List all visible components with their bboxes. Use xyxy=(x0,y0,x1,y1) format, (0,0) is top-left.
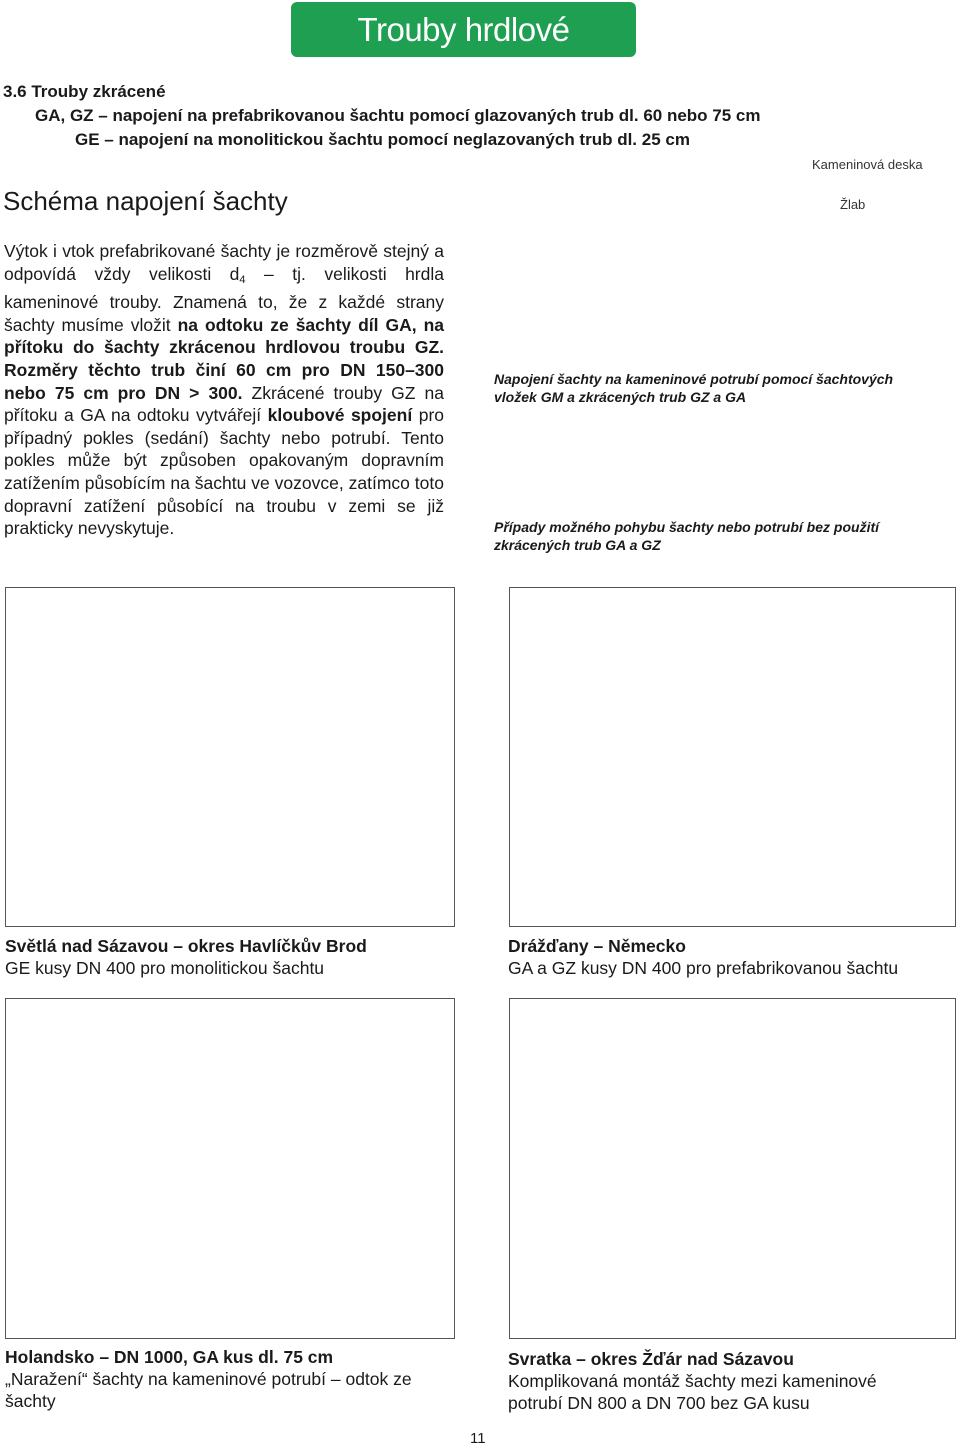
photo-caption-text: GE kusy DN 400 pro monolitickou šachtu xyxy=(5,958,325,978)
caption-napojeni: Napojení šachty na kameninové potrubí pomocí šachtových vložek GM a zkrácených trub GZ a GA xyxy=(494,371,894,405)
photo-caption xyxy=(508,935,958,979)
header-banner xyxy=(291,2,636,57)
body-paragraph xyxy=(4,240,444,540)
para-subscript: 4 xyxy=(239,273,246,286)
caption-pripady: Případy možného pohybu šachty nebo potrubí bez použití zkrácených trub GA a GZ xyxy=(494,519,880,553)
page-number: 11 xyxy=(470,1430,486,1447)
section-heading xyxy=(3,80,760,152)
photo-caption-title: Holandsko – DN 1000, GA kus dl. 75 cm xyxy=(5,1347,334,1367)
photo-caption xyxy=(5,1346,450,1412)
page-header-title: Trouby hrdlové xyxy=(357,10,570,48)
photo-caption-title: Svratka – okres Žďár nad Sázavou xyxy=(508,1349,794,1369)
photo-caption-text: Komplikovaná montáž šachty mezi kameninové potrubí DN 800 a DN 700 bez GA kusu xyxy=(508,1371,877,1413)
photo-frame-svratka xyxy=(509,998,956,1339)
para-text-1: Výtok i vtok prefabrikované šachty je rozměrově stejný a odpovídá vždy velikosti d xyxy=(4,241,444,284)
para-bold-1: na odtoku ze šachty díl GA, na přítoku do šachty zkrácenou hrdlovou troubu GZ. Rozměry těchto trub činí 60 cm pro DN 150–300 nebo 75 cm pro DN > 300. xyxy=(4,314,444,403)
para-bold-2: kloubové spojení xyxy=(267,405,413,426)
para-text-2: – tj. velikosti hrdla kameninové trouby. Znamená to, že z každé strany šachty musíme vložit xyxy=(4,263,444,335)
para-text-4: pro případný pokles (sedání) šachty nebo potrubí. Tento pokles může být způsoben opakovaným dopravním zatížením působícím na šachtu ve vozovce, zatímco toto dopravní zatížení působící na troubu v zemi se již prakticky nevyskytuje. xyxy=(4,405,444,539)
section-title: 3.6 Trouby zkrácené xyxy=(3,82,166,101)
photo-caption-title: Světlá nad Sázavou – okres Havlíčkův Brod xyxy=(5,936,367,956)
para-text-3: Zkrácené trouby GZ na přítoku a GA na odtoku vytvářejí xyxy=(4,382,444,426)
photo-caption xyxy=(5,935,455,979)
photo-frame-svetla xyxy=(5,587,455,927)
label-kameninova-deska: Kameninová deska xyxy=(812,157,923,172)
photo-caption-title: Drážďany – Německo xyxy=(508,936,686,956)
section-line-ge: GE – napojení na monolitickou šachtu pomocí neglazovaných trub dl. 25 cm xyxy=(75,130,690,149)
schema-title: Schéma napojení šachty xyxy=(3,186,288,216)
photo-frame-holandsko xyxy=(5,998,455,1339)
photo-caption-text: „Naražení“ šachty na kameninové potrubí – odtok ze šachty xyxy=(5,1369,412,1411)
photo-caption-text: GA a GZ kusy DN 400 pro prefabrikovanou šachtu xyxy=(508,958,899,978)
label-zlab: Žlab xyxy=(840,197,866,212)
photo-caption xyxy=(508,1348,928,1414)
section-line-ga-gz: GA, GZ – napojení na prefabrikovanou šachtu pomocí glazovaných trub dl. 60 nebo 75 cm xyxy=(35,106,761,125)
photo-frame-drazdany xyxy=(509,587,956,927)
